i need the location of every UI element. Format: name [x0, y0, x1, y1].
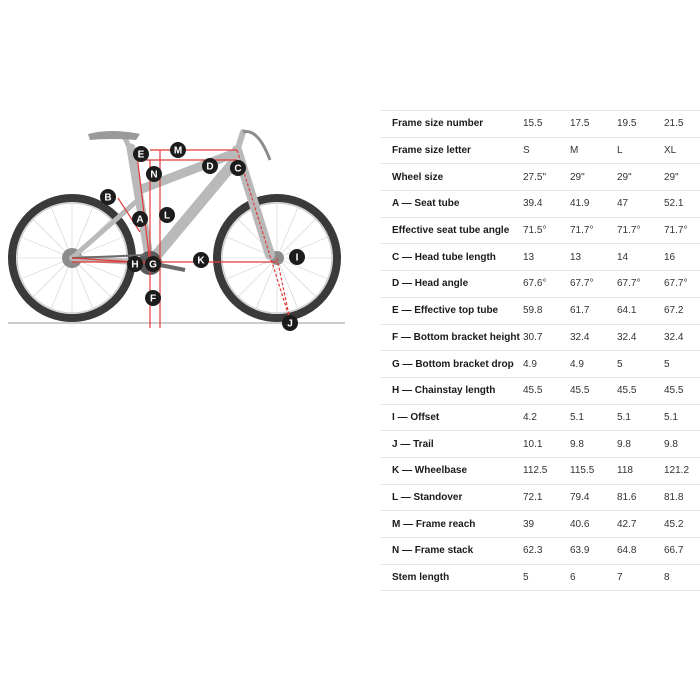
table-row: [380, 244, 700, 271]
cell-size-2: 63.9: [570, 538, 617, 565]
row-label: C — Head tube length: [380, 244, 523, 271]
table-row: [380, 137, 700, 164]
table-row: [380, 484, 700, 511]
table-row: [380, 404, 700, 431]
marker-j: [282, 315, 298, 331]
bike-geometry-diagram: [0, 100, 350, 340]
cell-size-4: 21.5: [664, 111, 700, 138]
cell-size-3: 32.4: [617, 324, 664, 351]
cell-size-1: 39.4: [523, 191, 570, 218]
cell-size-3: L: [617, 137, 664, 164]
table-row: [380, 297, 700, 324]
cell-size-2: 41.9: [570, 191, 617, 218]
cell-size-4: 45.5: [664, 377, 700, 404]
table-row: [380, 271, 700, 298]
cell-size-4: 29": [664, 164, 700, 191]
row-label: I — Offset: [380, 404, 523, 431]
cell-size-1: 59.8: [523, 297, 570, 324]
svg-text:C: C: [234, 163, 242, 175]
marker-c: [230, 160, 246, 176]
cell-size-3: 67.7°: [617, 271, 664, 298]
cell-size-1: 5: [523, 564, 570, 591]
table-row: [380, 351, 700, 378]
marker-l: [159, 207, 175, 223]
cell-size-4: 71.7°: [664, 217, 700, 244]
cell-size-4: 67.2: [664, 297, 700, 324]
row-label: Frame size letter: [380, 137, 523, 164]
cell-size-1: 72.1: [523, 484, 570, 511]
cell-size-4: 52.1: [664, 191, 700, 218]
table-row: [380, 191, 700, 218]
cell-size-2: 45.5: [570, 377, 617, 404]
geometry-table: [380, 110, 700, 591]
cell-size-2: 67.7°: [570, 271, 617, 298]
marker-b: [100, 189, 116, 205]
cell-size-2: 17.5: [570, 111, 617, 138]
cell-size-3: 14: [617, 244, 664, 271]
cell-size-1: 30.7: [523, 324, 570, 351]
cell-size-4: 121.2: [664, 457, 700, 484]
cell-size-3: 7: [617, 564, 664, 591]
table-row: [380, 324, 700, 351]
cell-size-3: 64.1: [617, 297, 664, 324]
row-label: H — Chainstay length: [380, 377, 523, 404]
cell-size-2: 9.8: [570, 431, 617, 458]
svg-text:L: L: [163, 210, 171, 222]
marker-k: [193, 252, 209, 268]
svg-text:I: I: [295, 252, 299, 264]
svg-text:H: H: [131, 259, 139, 271]
row-label: Frame size number: [380, 111, 523, 138]
cell-size-3: 29": [617, 164, 664, 191]
cell-size-3: 5: [617, 351, 664, 378]
cell-size-2: M: [570, 137, 617, 164]
cell-size-4: 5.1: [664, 404, 700, 431]
cell-size-4: 66.7: [664, 538, 700, 565]
marker-g: [145, 256, 161, 272]
svg-text:E: E: [137, 149, 145, 161]
cell-size-3: 118: [617, 457, 664, 484]
cell-size-4: XL: [664, 137, 700, 164]
cell-size-1: 39: [523, 511, 570, 538]
cell-size-4: 16: [664, 244, 700, 271]
marker-f: [145, 290, 161, 306]
cell-size-1: 15.5: [523, 111, 570, 138]
cell-size-3: 64.8: [617, 538, 664, 565]
table-row: [380, 457, 700, 484]
cell-size-2: 71.7°: [570, 217, 617, 244]
cell-size-1: 10.1: [523, 431, 570, 458]
cell-size-1: 45.5: [523, 377, 570, 404]
cell-size-1: 112.5: [523, 457, 570, 484]
svg-text:D: D: [206, 161, 214, 173]
table-row: [380, 111, 700, 138]
cell-size-2: 79.4: [570, 484, 617, 511]
table-row: [380, 217, 700, 244]
table-row: [380, 431, 700, 458]
row-label: F — Bottom bracket height: [380, 324, 523, 351]
marker-n: [146, 166, 162, 182]
cell-size-4: 67.7°: [664, 271, 700, 298]
svg-text:G: G: [149, 259, 157, 271]
row-label: A — Seat tube: [380, 191, 523, 218]
marker-h: [127, 256, 143, 272]
row-label: Stem length: [380, 564, 523, 591]
cell-size-2: 4.9: [570, 351, 617, 378]
cell-size-2: 29": [570, 164, 617, 191]
cell-size-3: 81.6: [617, 484, 664, 511]
marker-d: [202, 158, 218, 174]
marker-m: [170, 142, 186, 158]
cell-size-3: 71.7°: [617, 217, 664, 244]
svg-text:J: J: [287, 318, 293, 330]
svg-text:B: B: [104, 192, 112, 204]
cell-size-2: 13: [570, 244, 617, 271]
marker-a: [132, 211, 148, 227]
cell-size-4: 45.2: [664, 511, 700, 538]
cell-size-3: 5.1: [617, 404, 664, 431]
cell-size-3: 45.5: [617, 377, 664, 404]
row-label: L — Standover: [380, 484, 523, 511]
row-label: N — Frame stack: [380, 538, 523, 565]
cell-size-4: 81.8: [664, 484, 700, 511]
row-label: J — Trail: [380, 431, 523, 458]
row-label: Effective seat tube angle: [380, 217, 523, 244]
table-row: [380, 164, 700, 191]
cell-size-4: 5: [664, 351, 700, 378]
cell-size-1: 4.2: [523, 404, 570, 431]
row-label: Wheel size: [380, 164, 523, 191]
marker-i: [289, 249, 305, 265]
table-row: [380, 377, 700, 404]
cell-size-1: S: [523, 137, 570, 164]
cell-size-2: 5.1: [570, 404, 617, 431]
row-label: E — Effective top tube: [380, 297, 523, 324]
cell-size-2: 115.5: [570, 457, 617, 484]
cell-size-2: 6: [570, 564, 617, 591]
table-row: [380, 511, 700, 538]
cell-size-4: 32.4: [664, 324, 700, 351]
marker-e: [133, 146, 149, 162]
cell-size-3: 47: [617, 191, 664, 218]
row-label: D — Head angle: [380, 271, 523, 298]
svg-text:K: K: [197, 255, 205, 267]
cell-size-3: 42.7: [617, 511, 664, 538]
cell-size-2: 61.7: [570, 297, 617, 324]
row-label: M — Frame reach: [380, 511, 523, 538]
saddle: [88, 131, 140, 140]
cell-size-3: 19.5: [617, 111, 664, 138]
svg-text:N: N: [150, 169, 158, 181]
cell-size-2: 32.4: [570, 324, 617, 351]
cell-size-1: 4.9: [523, 351, 570, 378]
cell-size-4: 9.8: [664, 431, 700, 458]
table-row: [380, 538, 700, 565]
cell-size-1: 27.5": [523, 164, 570, 191]
handlebar: [243, 132, 270, 160]
cell-size-1: 13: [523, 244, 570, 271]
row-label: K — Wheelbase: [380, 457, 523, 484]
cell-size-1: 67.6°: [523, 271, 570, 298]
svg-text:F: F: [149, 293, 157, 305]
cell-size-2: 40.6: [570, 511, 617, 538]
table-row: [380, 564, 700, 591]
svg-text:M: M: [173, 145, 183, 157]
cell-size-4: 8: [664, 564, 700, 591]
cell-size-1: 62.3: [523, 538, 570, 565]
cell-size-1: 71.5°: [523, 217, 570, 244]
cell-size-3: 9.8: [617, 431, 664, 458]
svg-text:A: A: [136, 214, 144, 226]
row-label: G — Bottom bracket drop: [380, 351, 523, 378]
